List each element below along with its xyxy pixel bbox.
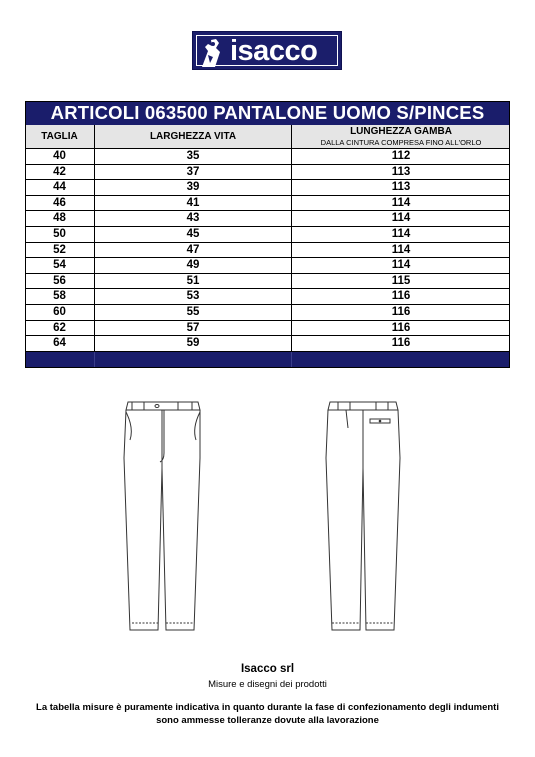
size-cell: 60 xyxy=(25,305,95,320)
size-cell: 56 xyxy=(25,274,95,289)
logo-wordmark: isacco xyxy=(230,35,318,67)
waist-cell: 55 xyxy=(95,305,292,320)
size-cell: 48 xyxy=(25,211,95,226)
trousers-front-drawing xyxy=(120,398,206,634)
size-cell: 54 xyxy=(25,258,95,273)
waist-cell: 53 xyxy=(95,289,292,304)
waist-cell: 43 xyxy=(95,211,292,226)
size-cell: 50 xyxy=(25,227,95,242)
leg-cell: 115 xyxy=(391,274,411,287)
leg-cell: 114 xyxy=(391,259,411,272)
trousers-back-drawing xyxy=(320,398,406,634)
table-row xyxy=(25,211,510,227)
table-body xyxy=(25,149,510,352)
waist-cell: 41 xyxy=(95,196,292,211)
leg-cell: 114 xyxy=(391,196,411,209)
leg-cell: 114 xyxy=(391,243,411,256)
header-waist: LARGHEZZA VITA xyxy=(95,125,292,148)
footer-band-cell xyxy=(25,352,95,367)
size-cell: 62 xyxy=(25,321,95,336)
table-row xyxy=(25,336,510,352)
waist-cell: 49 xyxy=(95,258,292,273)
size-table xyxy=(25,101,510,367)
disclaimer-line-2: sono ammesse tolleranze dovute alla lavorazione xyxy=(156,715,379,726)
footer-band-cell xyxy=(95,352,292,367)
leg-cell: 116 xyxy=(391,290,411,303)
leg-cell: 114 xyxy=(391,227,411,240)
table-header-row xyxy=(25,125,510,149)
size-cell: 58 xyxy=(25,289,95,304)
table-row xyxy=(25,227,510,243)
table-row xyxy=(25,149,510,165)
waist-cell: 39 xyxy=(95,180,292,195)
leg-cell: 116 xyxy=(391,337,411,350)
header-leg xyxy=(292,125,510,148)
company-subtitle: Misure e disegni dei prodotti xyxy=(208,679,327,690)
waist-cell: 47 xyxy=(95,243,292,258)
logo-frame xyxy=(196,35,338,66)
leg-cell: 112 xyxy=(391,150,411,162)
back-pocket-button xyxy=(379,420,382,423)
leg-cell: 116 xyxy=(391,305,411,318)
size-cell: 52 xyxy=(25,243,95,258)
disclaimer-line-1: La tabella misure è puramente indicativa in quanto durante la fase di confezionamento degli indumenti xyxy=(36,702,499,713)
table-row xyxy=(25,305,510,321)
waist-cell: 59 xyxy=(95,336,292,351)
waist-cell: 45 xyxy=(95,227,292,242)
waist-cell: 57 xyxy=(95,321,292,336)
leg-cell: 114 xyxy=(391,212,411,225)
company-name: Isacco srl xyxy=(240,663,295,675)
waist-cell: 35 xyxy=(95,149,292,164)
size-cell: 44 xyxy=(25,180,95,195)
leg-cell: 113 xyxy=(391,165,411,178)
table-footer-band xyxy=(25,352,510,367)
leg-cell: 113 xyxy=(391,181,411,194)
size-cell: 46 xyxy=(25,196,95,211)
size-cell: 64 xyxy=(25,336,95,351)
header-size: TAGLIA xyxy=(25,125,95,148)
table-row xyxy=(25,180,510,196)
footer-band-cell xyxy=(292,352,510,367)
waist-cell: 51 xyxy=(95,274,292,289)
table-row xyxy=(25,289,510,305)
chef-mascot-icon xyxy=(199,37,231,69)
table-row xyxy=(25,243,510,259)
size-cell: 42 xyxy=(25,165,95,180)
table-row xyxy=(25,196,510,212)
header-leg-sublabel: DALLA CINTURA COMPRESA FINO ALL'ORLO xyxy=(320,138,482,147)
header-leg-label: LUNGHEZZA GAMBA xyxy=(350,126,452,137)
table-row xyxy=(25,165,510,181)
table-row xyxy=(25,321,510,337)
size-cell: 40 xyxy=(25,149,95,164)
waist-cell: 37 xyxy=(95,165,292,180)
disclaimer-note xyxy=(0,701,535,727)
isacco-logo xyxy=(192,31,342,70)
table-row xyxy=(25,258,510,274)
table-title: ARTICOLI 063500 PANTALONE UOMO S/PINCES xyxy=(25,101,510,125)
leg-cell: 116 xyxy=(391,321,411,334)
table-row xyxy=(25,274,510,290)
